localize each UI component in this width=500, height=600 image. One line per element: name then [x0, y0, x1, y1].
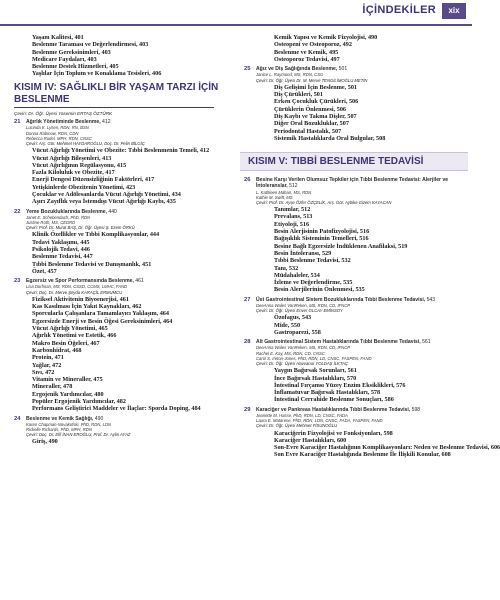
chapter-author: Lucinda K. Lysen, RDN, RN, BSN [26, 125, 89, 131]
toc-subsection[interactable]: Yaşam Kalitesi, 401 [32, 34, 84, 41]
chapter-author: Rebecca Rudel, MPH, RDN, CNSC [26, 135, 92, 141]
chapter-author: Lisa Dorfman, MS, RDN, CSSD, CCMS, LMHC, FAND [26, 284, 128, 290]
part-banner [240, 152, 468, 171]
chapter-title-text: Beslenme ve Kemik Sağlığı, [26, 415, 94, 422]
chapter-title-text: Yeme Bozukluklarında Beslenme, [26, 208, 107, 215]
toc-subsection[interactable]: Beslenme Taraması ve Değerlendirmesi, 403 [32, 41, 149, 49]
chapter-27[interactable] [244, 297, 468, 337]
toc-subsection[interactable]: İntestinal Cerrahide Beslenme Sonuçları, 586 [274, 396, 394, 404]
chapter-heading[interactable] [244, 66, 468, 72]
chapter-author: DeeAnna Wales VanReken, MS, RDN, CD, IFNCP [256, 345, 351, 351]
chapter-heading[interactable] [244, 177, 468, 189]
toc-subsection[interactable]: Yaşlılar İçin Toplum ve Konaklama Tesisleri, 406 [32, 70, 162, 78]
chapter-translators: Çeviri: Prof. Dr. Murat BAŞ, Dr. Öğr. Üyesi Ş. Ezem ÖRKÜ [26, 225, 135, 231]
chapter-28[interactable] [244, 339, 468, 404]
chapter-number: 28 [244, 339, 251, 346]
toc-subsection[interactable]: Beslenme Destek Hizmetleri, 405 [32, 63, 119, 71]
running-header [0, 0, 472, 26]
toc-subsection[interactable]: Popüler Ergojenik Yardımcılar, 482 [32, 398, 126, 406]
toc-subsection[interactable]: Gastroparezi, 558 [274, 328, 321, 336]
chapter-author: Janice L. Raymond, MS, RDN, CSG [256, 72, 324, 78]
chapter-page: 461 [133, 278, 144, 285]
toc-subsection[interactable]: Diş Gelişimi İçin Beslenme, 501 [274, 83, 358, 91]
chapter-number: 25 [244, 66, 251, 73]
toc-subsection[interactable]: Osteopeni ve Osteoporoz, 492 [274, 41, 352, 49]
chapter-translators: Çeviri: Dr. Öğr. Üyesi Havvanur YOLDAŞ İLKTAÇ [256, 361, 348, 367]
chapter-title[interactable] [256, 407, 420, 413]
chapter-page: 501 [337, 66, 348, 73]
chapter-23[interactable] [14, 278, 230, 412]
chapter-page: 598 [410, 406, 421, 413]
toc-subsection[interactable]: Karbonhidrat, 468 [32, 346, 82, 354]
toc-subsection[interactable]: Vücut Ağırlığı Bileşenleri, 413 [32, 154, 112, 162]
chapter-author: Donna Rabinow, RDN, CDN [26, 130, 79, 136]
toc-subsection[interactable]: Besin İntoleransı, 529 [274, 249, 332, 257]
chapter-title-text: Ağırlık Yönetiminde Beslenme, [26, 119, 101, 126]
chapter-author: Jeanette M. Hasse, PhD, RDN, LD, CNSC, FADA [256, 412, 348, 418]
toc-subsection[interactable]: Diş Kaybı ve Takma Dişler, 507 [274, 112, 357, 120]
toc-subsection[interactable]: İntestinal Fırçamsı Yüzey Enzim Eksiklikleri, 576 [274, 381, 406, 389]
chapter-21[interactable] [14, 119, 230, 205]
toc-subsection[interactable]: Periodontal Hastalık, 507 [274, 127, 342, 135]
toc-subsection[interactable]: Erken Çocukluk Çürükleri, 506 [274, 98, 359, 106]
toc-subsection[interactable]: İnce Bağırsak Hastalıkları, 570 [274, 374, 357, 382]
toc-left-column [14, 34, 230, 446]
chapter-translators: Çeviri: Prof. Dr. Ayşe Özfer ÖZÇELİK, Arş. Gör. Aybike Gizem KAYACAN [256, 199, 392, 205]
toc-subsection[interactable]: Özet, 457 [32, 267, 57, 275]
toc-subsection[interactable]: Vücut Ağırlığının Regülasyonu, 415 [32, 161, 127, 169]
chapter-number: 21 [14, 119, 21, 126]
header-title: İÇİNDEKİLER [362, 4, 436, 16]
chapter-page: 440 [106, 208, 117, 215]
chapter-title[interactable] [26, 416, 103, 422]
chapter-title[interactable] [26, 119, 111, 125]
toc-subsection[interactable]: Diş Çürükleri, 501 [274, 91, 323, 99]
chapter-translators: Çeviri: Dr. Öğr. Üyesi Mehmet FİSUNOĞLU [256, 423, 338, 429]
chapter-author: Rickelle Richards, PhD, MPH, RDN [26, 427, 92, 433]
page-number-badge: xix [442, 3, 466, 19]
chapter-title-text: Üst Gastrointestinal Sistem Bozukluklarında Tıbbi Beslenme Tedavisi, [256, 296, 426, 303]
toc-subsection[interactable]: Yaygın Bağırsak Sorunları, 561 [274, 367, 357, 375]
chapter-title[interactable] [256, 339, 431, 345]
chapter-number: 27 [244, 296, 251, 303]
toc-subsection[interactable]: Çocuklar ve Adölesanlarda Vücut Ağırlığı Yönetimi, 434 [32, 191, 181, 199]
toc-subsection[interactable]: Karaciğerin Fizyolojisi ve Fonksiyonları, 598 [274, 429, 393, 437]
toc-subsection[interactable]: Tedavi Yaklaşımı, 445 [32, 238, 90, 246]
toc-right-column [244, 34, 500, 459]
toc-subsection[interactable]: Aşırı Zayıflık veya İstemdışı Vücut Ağırlığı Kaybı, 435 [32, 198, 176, 206]
chapter-title[interactable] [26, 278, 144, 284]
toc-subsection[interactable]: Beslenme Gereksinimleri, 403 [32, 48, 111, 56]
chapter-title[interactable] [26, 209, 117, 215]
toc-subsection[interactable]: Diğer Oral Bozukluklar, 507 [274, 120, 349, 128]
chapter-title[interactable] [256, 177, 448, 189]
toc-subsection[interactable]: Makro Besin Öğeleri, 467 [32, 339, 100, 347]
toc-subsection[interactable]: Vücut Ağırlığı Yönetimi, 465 [32, 325, 108, 333]
toc-subsection[interactable]: Yağlar, 472 [32, 361, 62, 369]
toc-subsection[interactable]: İnflamatuvar Bağırsak Hastalıkları, 578 [274, 389, 381, 397]
chapter-translators: Çeviri: Arş. Gör. Mehmet HAYDAROĞLU, Doç. Dr. Pelin BİLGİÇ [26, 141, 145, 147]
subsection-list [14, 34, 230, 78]
toc-subsection[interactable]: Osteoporoz Tedavisi, 497 [274, 55, 340, 63]
chapter-translators: Çeviri: Dr. Öğr. Üyesi Enver OLCAY EMİNSOY [256, 308, 343, 314]
chapter-number: 22 [14, 208, 21, 215]
toc-subsection[interactable]: Performans Geliştirici Maddeler ve İlaçlar: Sporda Doping, 484 [32, 405, 201, 413]
toc-subsection[interactable]: Protein, 471 [32, 354, 64, 362]
toc-subsection[interactable]: Prevalans, 513 [274, 213, 313, 221]
chapter-author: Rachel E. Kay, MS, RDN, CD, CNSC [256, 350, 325, 356]
toc-subsection[interactable]: Kemik Yapısı ve Kemik Fizyolojisi, 490 [274, 34, 378, 41]
part-title: KISIM V: TIBBİ BESLENME TEDAVİSİ [248, 156, 424, 168]
toc-subsection[interactable]: Tıbbi Beslenme Tedavisi ve Danışmanlık, 451 [32, 260, 152, 268]
toc-subsection[interactable]: Bağışıklık Sisteminin Temelleri, 516 [274, 235, 369, 243]
toc-subsection[interactable]: İzleme ve Değerlendirme, 535 [274, 279, 353, 287]
toc-subsection[interactable]: Tıbbi Beslenme Tedavisi, 532 [274, 257, 351, 265]
chapter-translators: Çeviri: Doç. Dr. Merve Şeyda KARAÇİL ERMUMCU [26, 289, 123, 295]
toc-subsection[interactable]: Fiziksel Aktivitenin Biyoenerjisi, 461 [32, 295, 129, 303]
chapter-title-text: Egzersiz ve Spor Performansında Beslenme, [26, 278, 134, 285]
chapter-title-text: Besine Karşı Verilen Olumsuz Tepkiler için Tıbbi Beslenme Tedavisi: Alerjiler ve İntoleranslar, [256, 177, 449, 190]
chapter-author: Janet E. Schebendach, PhD, RDN [26, 214, 91, 220]
chapter-title-text: Alt Gastrointestinal Sistem Hastalıklarında Tıbbi Beslenme Tedavisi, [256, 339, 421, 346]
chapter-author: DeeAnna Wales VanReken, MS, RDN, CD, IFNCP [256, 302, 351, 308]
toc-subsection[interactable]: Sistemik Hastalıklarda Oral Bulgular, 508 [274, 134, 386, 142]
toc-subsection[interactable]: Son-Evre Karaciğer Hastalığının Komplikasyonları: Neden ve Beslenme Tedavisi, 606 [274, 444, 500, 452]
chapter-title[interactable] [256, 66, 347, 72]
chapter-title-text: Karaciğer ve Pankreas Hastalıklarında Tıbbi Beslenme Tedavisi, [256, 406, 411, 413]
toc-subsection[interactable]: Özofagus, 543 [274, 314, 312, 322]
toc-subsection[interactable]: Mineraller, 478 [32, 383, 73, 391]
chapter-heading[interactable] [244, 297, 468, 303]
toc-subsection[interactable]: Giriş, 490 [32, 438, 58, 446]
chapter-translators: Çeviri: Doç. Dr. Elif İNAN EROĞLU, Prof. Dr. Aylin AYAZ [26, 432, 131, 438]
chapter-number: 29 [244, 406, 251, 413]
chapter-29[interactable] [244, 406, 500, 459]
chapter-heading[interactable] [14, 416, 230, 422]
toc-subsection[interactable]: Kas Kasılması İçin Yakıt Kaynakları, 462 [32, 303, 142, 311]
chapter-author: Kathie M. Swift, MS [256, 194, 293, 200]
toc-subsection[interactable]: Etiyoloji, 516 [274, 220, 310, 228]
chapter-number: 23 [14, 278, 21, 285]
toc-subsection[interactable]: Ağırlık Yönetimi ve Estetik, 466 [32, 332, 117, 340]
chapter-author: L. Kathleen Mahan, MS, RDN [256, 189, 312, 195]
toc-subsection[interactable]: Müdahaleler, 534 [274, 271, 320, 279]
toc-subsection[interactable]: Medicare Faydaları, 403 [32, 55, 97, 63]
toc-subsection[interactable]: Ergojenik Yardımcılar, 480 [32, 390, 104, 398]
chapter-page: 561 [420, 339, 431, 346]
toc-subsection[interactable]: Beslenme Tedavisi, 447 [32, 253, 93, 261]
toc-subsection[interactable]: Tanı, 532 [274, 264, 299, 272]
toc-subsection[interactable]: Son Evre Karaciğer Hastalığında Beslenme İle İlişkili Konular, 608 [274, 451, 451, 459]
toc-subsection[interactable]: Vitamin ve Mineraller, 475 [32, 376, 103, 384]
toc-subsection[interactable]: Egzersizde Enerji ve Besin Öğesi Gereksinimleri, 464 [32, 317, 173, 325]
part-divider [14, 107, 214, 109]
toc-subsection[interactable]: Besin Alerjisinin Patofizyolojisi, 516 [274, 228, 370, 236]
chapter-author: Justine Roth, MS, CEDRD [26, 220, 76, 226]
toc-subsection[interactable]: Yetişkinlerde Obezitenin Yönetimi, 423 [32, 183, 136, 191]
chapter-author: Karen Chapman-Novakofski, PhD, RDN, LDN [26, 421, 111, 427]
chapter-translators: Çeviri: Dr. Öğr. Üyesi Dr. M. Merve TENGİLİMOĞLU METİN [256, 77, 368, 83]
toc-subsection[interactable]: Fazla Kiloluluk ve Obezite, 417 [32, 169, 115, 177]
toc-subsection[interactable]: Enerji Dengesi Düzensizliğinin Faktörleri, 417 [32, 176, 155, 184]
chapter-24[interactable] [14, 416, 230, 446]
toc-subsection[interactable]: Mide, 550 [274, 321, 301, 329]
toc-subsection[interactable]: Psikolojik Tedavi, 446 [32, 246, 90, 254]
chapter-number: 24 [14, 415, 21, 422]
toc-subsection[interactable]: Sıvı, 472 [32, 368, 55, 376]
toc-subsection[interactable]: Besin Alerjilerinin Önlenmesi, 535 [274, 286, 365, 294]
chapter-heading[interactable] [14, 119, 230, 125]
chapter-heading[interactable] [244, 339, 468, 345]
toc-subsection[interactable]: Tanımlar, 512 [274, 206, 311, 214]
chapter-page: 543 [425, 296, 436, 303]
chapter-page: 490 [93, 415, 104, 422]
part-editor: Çeviri: Dr. Öğr. Üyesi Yasemin ERTAŞ ÖZTÜRK [14, 111, 113, 117]
chapter-22[interactable] [14, 209, 230, 276]
chapter-author: Carol S. Ireton-Jones, PhD, RDN, LD, CNSC, FASPEN, FAND [256, 355, 372, 361]
chapter-25[interactable] [244, 66, 468, 142]
chapter-page: 512 [287, 183, 298, 190]
part-title: KISIM IV: SAĞLIKLI BİR YAŞAM TARZI İÇİN BESLENME [14, 81, 219, 105]
subsection-list [244, 34, 468, 63]
toc-subsection[interactable]: Sporcularla Çalışanlara Tamamlayıcı Yaklaşım, 464 [32, 310, 169, 318]
chapter-page: 412 [100, 119, 111, 126]
toc-subsection[interactable]: Çürüklerin Önlenmesi, 506 [274, 105, 347, 113]
toc-subsection[interactable]: Besine Bağlı Egzersizle İndüklenen Anafilaksi, 519 [274, 242, 408, 250]
toc-subsection[interactable]: Karaciğer Hastalıkları, 600 [274, 436, 347, 444]
toc-subsection[interactable]: Beslenme ve Kemik, 495 [274, 48, 339, 56]
chapter-author: Laura E. Matarese, PhD, RDN, LDN, CNSC, FADA, FASPEN, FAND [256, 418, 383, 424]
chapter-heading[interactable] [14, 209, 230, 215]
chapter-number: 26 [244, 177, 251, 184]
chapter-heading[interactable] [14, 278, 230, 284]
toc-subsection[interactable]: Klinik Özellikler ve Tıbbi Komplikasyonlar, 444 [32, 231, 160, 239]
chapter-title-text: Ağız ve Diş Sağlığında Beslenme, [256, 66, 338, 73]
chapter-title[interactable] [256, 297, 435, 303]
chapter-heading[interactable] [244, 407, 468, 413]
chapter-26[interactable] [244, 177, 468, 294]
toc-subsection[interactable]: Vücut Ağırlığı Yönetimi ve Obezite: Tıbbi Beslenmenin Temeli, 412 [32, 147, 210, 155]
